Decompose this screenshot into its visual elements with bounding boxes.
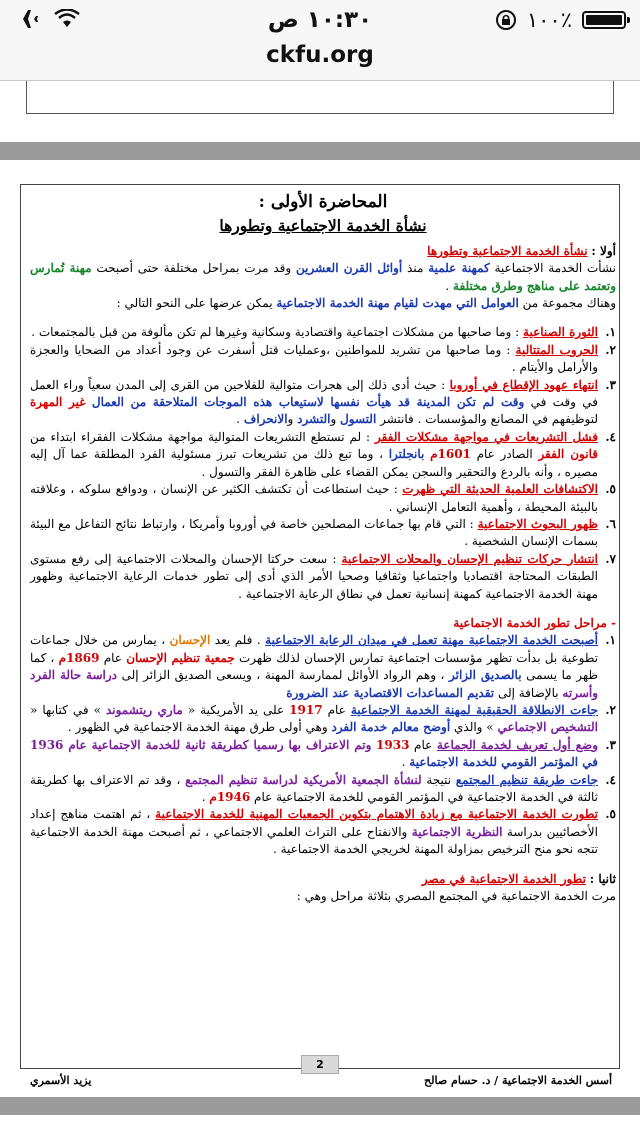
paragraph: مرت الخدمة الاجتماعية في المجتمع المصري بثلاثة مراحل وهي : [296, 889, 616, 904]
battery-percent: ١٠٠٪ [526, 8, 572, 32]
status-bar [0, 0, 640, 40]
previous-page-bottom [0, 81, 640, 141]
list-item: ٧. انتشار حركات تنظيم الإحسان والمحلات الاجتماعية : سعت حركتا الإحسان والمحلات الاجتماعية إلى رفع مستوى الطبقات المحتاجة اقتصاديا واجتماعيا وثقافيا وصحيا الأمر الذي أدى إلى تطور خدمات الرعاية الاجتماعية وظهور مهنة الخدمة الاجتماعية كمهنة إنسانية تعمل في نطاق الرعاية الاجتماعية . [30, 551, 616, 601]
list-item: ٥. الاكتشافات العلمية الحديثة التي ظهرت : حيث استطاعت أن تكتشف الكثير عن الإنسان ، ودوافع سلوكه ، وعلاقته بالبيئة المحيطة ، وأهمية التعامل الإنساني . [30, 482, 616, 514]
page-separator [0, 1097, 640, 1115]
status-time: ١٠:٣٠ ص [267, 7, 373, 33]
list-item: ٢. الحروب المتتالية : وما صاحبها من تشريد للمواطنين ،وعمليات قتل أسفرت عن وجود أعداد من الضحايا والعجزة والأرامل والأيتام . [30, 342, 616, 375]
paragraph: وهناك مجموعة من العوامل التي مهدت لقيام مهنة الخدمة الاجتماعية يمكن عرضها على النحو التالي : [116, 296, 616, 311]
page-separator [0, 142, 640, 160]
list-item: ١. الثورة الصناعية : وما صاحبها من مشكلات اجتماعية واقتصادية وسكانية وغيرها لم تكن مألوفة من قبل بالمجتمعات . [31, 325, 616, 340]
browser-chrome [0, 0, 640, 81]
list-item: ١. أصبحت الخدمة الاجتماعية مهنة تعمل في ميدان الرعاية الاجتماعية . فلم يعد الإحسان ، يمارس من خلال جماعات تطوعية بل بدأت تظهر مؤسسات اجتماعية تمارس الإحسان لذلك ظهرت جمعية تنظيم الإحسان عام 1869م ، كما ظهر ما يسمى بالصديق الزائر ، وهم الرواد الأوائل لممارسة المهنة ، ويسعى الصديق الزائر إلى دراسة حالة الفرد وأسرته بالإضافة إلى تقديم المساعدات الاقتصادية عند الضرورة [30, 633, 616, 700]
page-content [30, 190, 616, 905]
list-item: ٤. جاءت طريقة تنظيم المجتمع نتيجة لنشأة الجمعية الأمريكية لدراسة تنظيم المجتمع ، وقد تم الاعتراف بها كطريقة ثالثة في الخدمة الاجتماعية في المؤتمر القومي للخدمة الاجتماعية عام 1946م . [30, 772, 616, 804]
footer-author: يزيد الأسمري [30, 1074, 92, 1087]
section-heading: أولا : نشأة الخدمة الاجتماعية وتطورها [427, 243, 616, 258]
list-item: ٥. تطورت الخدمة الاجتماعية مع زيادة الاهتمام بتكوين الجمعيات المهنية للخدمة الاجتماعية ، ثم اهتمت مناهج إعداد الأخصائيين بدراسة النظرية الاجتماعية والانفتاح على التراث العلمي الاجتماعي ، ثم أصبحت مهنة الخدمة الاجتماعية تتجه نحو منح الترخيص بمزاولة المهنة لخريجي الخدمة الاجتماعية . [30, 807, 616, 857]
footer-course: أسس الخدمة الاجتماعية / د. حسام صالح [424, 1074, 612, 1087]
section-heading: - مراحل تطور الخدمة الاجتماعية [453, 615, 616, 630]
list-item: ٣. وضع أول تعريف لخدمة الجماعة عام 1933 وتم الاعتراف بها رسميا كطريقة ثانية للخدمة الاجتماعية عام 1936 في المؤتمر القومي للخدمة الاجتماعية . [30, 737, 616, 770]
section-heading: ثانيا : تطور الخدمة الاجتماعية في مصر [421, 871, 616, 886]
pdf-page [0, 160, 640, 1097]
address-bar[interactable]: ckfu.org [266, 42, 374, 68]
battery-level [586, 15, 622, 25]
list-item: ٣. انتهاء عهود الإقطاع في أوروبا : حيث أدى ذلك إلى هجرات متوالية للفلاحين من القرى إلى المدن سعياً وراء العمل في وقت في وقت لم تكن المدينة قد هيأت نفسها لاستيعاب هذه الموجات المتلاحقة من العمال غير المهرة لتوظيفهم في المصانع والمؤسسات . فانتشر التسول والتشرد والانحراف . [30, 377, 616, 427]
battery-icon [582, 11, 626, 29]
lecture-subtitle: نشأة الخدمة الاجتماعية وتطورها [219, 216, 427, 236]
pdf-viewer[interactable] [0, 81, 640, 1136]
page-number: 2 [301, 1055, 339, 1074]
paragraph: نشأت الخدمة الاجتماعية كمهنة علمية منذ أوائل القرن العشرين وقد مرت بمراحل مختلفة حتى أصبحت مهنة تُمارس وتعتمد على مناهج وطرق مختلفة . [30, 261, 616, 293]
list-item: ٢. جاءت الانطلاقة الحقيقية لمهنة الخدمة الاجتماعية عام 1917 على يد الأمريكية « ماري ريتشموند » في كتابها « التشخيص الاجتماعي » والذي أوضح معالم خدمة الفرد وهي أولى طرق مهنة الخدمة الاجتماعية في الظهور . [30, 702, 616, 735]
list-item: ٦. ظهور البحوث الاجتماعية : التي قام بها جماعات المصلحين خاصة في أوروبا وأمريكا ، وارتباط نتائج التفاعل مع البيئة بسمات الإنسان الشخصية . [30, 516, 616, 549]
rotation-lock-icon [495, 9, 517, 31]
list-item: ٤. فشل التشريعات في مواجهة مشكلات الفقر : لم تستطع التشريعات المتوالية مواجهة مشكلات الفقراء ابتداء من قانون الفقر الصادر عام 1601م بانجلترا ، وما تبع ذلك من تشريعات تبرز مسئولية الفرد المطلقة عما آل إليه مصيره ، وأنه بالردع والتحقير والسجن يمكن القضاء على ظاهرة الفقر والتسول . [30, 429, 616, 479]
lecture-title: المحاضرة الأولى : [258, 192, 388, 212]
